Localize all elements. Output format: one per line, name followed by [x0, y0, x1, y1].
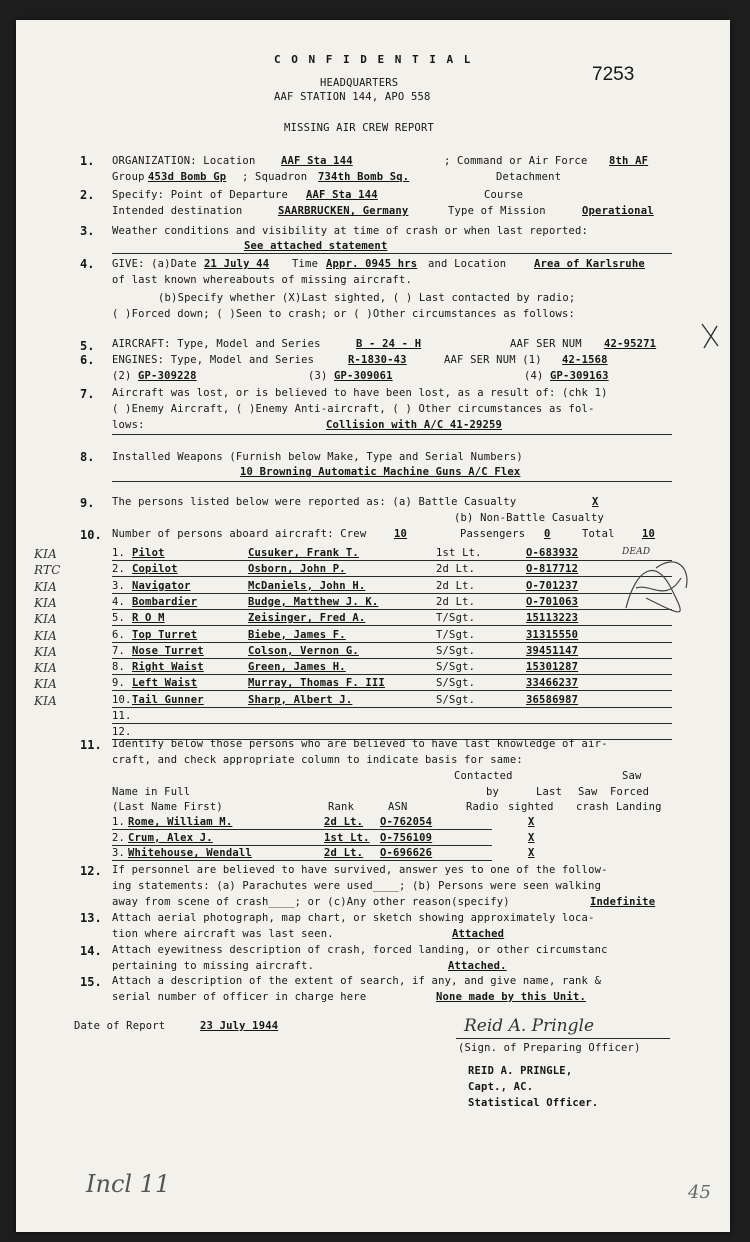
command-value: 8th AF [609, 155, 649, 167]
col-landing: Landing [616, 801, 662, 813]
crew-n: 9. [112, 677, 126, 690]
engine-3-label: (3) [308, 370, 328, 382]
location4-label: and Location [428, 258, 507, 270]
item13-line2: tion where aircraft was last seen. [112, 928, 334, 940]
item12-line1: If personnel are believed to have survived, answer yes to one of the follow- [112, 864, 608, 876]
crew-asn: O-683932 [526, 547, 579, 559]
crew-pos: Bombardier [132, 595, 198, 608]
crew-rank: S/Sgt. [436, 693, 476, 706]
squadron-value: 734th Bomb Sq. [318, 171, 410, 183]
aircraft-label: AIRCRAFT: Type, Model and Series [112, 338, 321, 350]
total-label: Total [582, 528, 615, 540]
status-mark: KIA [34, 612, 57, 627]
col-name1: Name in Full [112, 786, 191, 798]
crew-pos: Nose Turret [132, 644, 204, 657]
item-number: 11. [80, 738, 102, 752]
crew-name: Green, James H. [248, 661, 346, 674]
witness-mark: X [528, 816, 535, 828]
engine-1: 42-1568 [562, 354, 608, 366]
crew-name: Cusuker, Frank T. [248, 547, 359, 559]
rule [112, 593, 672, 594]
item-number: 9. [80, 496, 95, 510]
destination-label: Intended destination [112, 205, 243, 217]
crew-n: 4. [112, 595, 126, 608]
crew-asn: O-701063 [526, 595, 579, 608]
passengers-label: Passengers [460, 528, 526, 540]
item-number: 2. [80, 188, 95, 202]
item-number: 7. [80, 387, 95, 401]
rule [112, 674, 672, 675]
item-number: 3. [80, 224, 95, 238]
departure-value: AAF Sta 144 [306, 189, 378, 201]
confidential-heading: C O N F I D E N T I A L [274, 53, 473, 66]
page-mark: 45 [688, 1182, 711, 1203]
crew-note: DEAD [622, 547, 651, 557]
crew-asn: 31315550 [526, 628, 579, 641]
rule [112, 723, 672, 724]
handwritten-scribble-icon [616, 548, 696, 624]
crew-n: 2. [112, 563, 126, 576]
crew-n: 7. [112, 644, 126, 657]
col-crash: crash [576, 801, 609, 813]
crew-pos: Left Waist [132, 677, 198, 690]
crew-n: 10. [112, 693, 132, 706]
item15-line1: Attach a description of the extent of search, if any, and give name, rank & [112, 975, 602, 987]
col-contacted: Contacted [454, 770, 513, 782]
crew-rank: S/Sgt. [436, 644, 476, 657]
item-number: 10. [80, 528, 102, 542]
signature-line [456, 1038, 670, 1039]
item12-line2: ing statements: (a) Parachutes were used____; (b) Persons were seen walking [112, 880, 602, 892]
handwritten-incl: Incl 11 [86, 1170, 171, 1198]
crew-rank: T/Sgt. [436, 612, 476, 625]
aircraft-sn-label: AAF SER NUM [510, 338, 582, 350]
hq-line: HEADQUARTERS [320, 77, 399, 89]
crew-rank: 2d Lt. [436, 595, 476, 608]
crew-name: Biebe, James F. [248, 628, 346, 641]
crew-name: Murray, Thomas F. III [248, 677, 385, 690]
crew-pos: Top Turret [132, 628, 198, 641]
crew-name: Sharp, Albert J. [248, 693, 353, 706]
detachment-label: Detachment [496, 171, 562, 183]
aircraft-sn: 42-95271 [604, 338, 657, 350]
mission-label: Type of Mission [448, 205, 546, 217]
crew-n: 12. [112, 726, 132, 739]
witness-rank: 2d Lt. [324, 847, 364, 859]
witness-name: Whitehouse, Wendall [128, 847, 252, 859]
rule [112, 625, 672, 626]
status-mark: KIA [34, 644, 57, 659]
eyewitness-value: Attached. [448, 960, 507, 972]
item11-line2: craft, and check appropriate column to indicate basis for same: [112, 754, 523, 766]
status-mark: KIA [34, 595, 57, 610]
crew-asn: 39451147 [526, 644, 579, 657]
witness-n: 3. [112, 847, 126, 859]
location4-value: Area of Karlsruhe [534, 258, 645, 270]
crew-pos: Right Waist [132, 661, 204, 674]
item-number: 13. [80, 911, 102, 925]
crew-name: Zeisinger, Fred A. [248, 612, 366, 625]
station-line: AAF STATION 144, APO 558 [274, 91, 431, 103]
time-label: Time [292, 258, 319, 270]
date-value: 21 July 44 [204, 258, 270, 270]
rule [112, 609, 672, 610]
col-last: Last [536, 786, 563, 798]
col-rank: Rank [328, 801, 355, 813]
witness-asn: O-696626 [380, 847, 433, 859]
report-sheet [16, 20, 730, 1232]
weather-value: See attached statement [244, 240, 388, 252]
crew-n: 11. [112, 710, 132, 722]
engine-4: GP-309163 [550, 370, 609, 382]
crew-pos: R O M [132, 612, 165, 625]
witness-mark: X [528, 831, 535, 844]
rule [112, 860, 492, 861]
rule [112, 658, 672, 659]
witness-name: Crum, Alex J. [128, 831, 213, 844]
witness-rank: 2d Lt. [324, 816, 364, 828]
crew-n: 1. [112, 547, 126, 559]
rule [112, 845, 492, 846]
rule [112, 707, 672, 708]
witness-mark: X [528, 847, 535, 859]
item4-line3: (b)Specify whether (X)Last sighted, ( ) Last contacted by radio; [158, 292, 576, 304]
col-sighted: sighted [508, 801, 554, 813]
crew-n: 6. [112, 628, 126, 641]
col-forced: Forced [610, 786, 650, 798]
crew-asn: O-817712 [526, 563, 579, 576]
witness-name: Rome, William M. [128, 816, 233, 828]
total-count: 10 [642, 528, 656, 540]
status-mark: KIA [34, 628, 57, 643]
item14-line1: Attach eyewitness description of crash, forced landing, or other circumstanc [112, 944, 608, 956]
casualty-label: The persons listed below were reported as: (a) Battle Casualty [112, 496, 517, 508]
rule [112, 434, 672, 435]
officer-title: Statistical Officer. [468, 1097, 599, 1109]
item11-line1: Identify below those persons who are believed to have last knowledge of air- [112, 738, 608, 750]
witness-n: 2. [112, 831, 126, 844]
crew-rank: S/Sgt. [436, 661, 476, 674]
survival-value: Indefinite [590, 896, 656, 908]
col-radio: Radio [466, 801, 499, 813]
persons-label: Number of persons aboard aircraft: Crew [112, 528, 367, 540]
rule [112, 642, 672, 643]
crew-pos: Pilot [132, 547, 165, 559]
crew-n: 5. [112, 612, 126, 625]
photo-value: Attached [452, 928, 505, 940]
command-label: ; Command or Air Force [444, 155, 588, 167]
weapons-value: 10 Browning Automatic Machine Guns A/C Flex [240, 466, 521, 478]
officer-rank: Capt., AC. [468, 1081, 534, 1093]
item-number: 12. [80, 864, 102, 878]
crew-name: Budge, Matthew J. K. [248, 595, 379, 608]
course-label: Course [484, 189, 524, 201]
item4-line2: of last known whereabouts of missing aircraft. [112, 274, 412, 286]
status-mark: RTC [34, 563, 61, 578]
item14-line2: pertaining to missing aircraft. [112, 960, 315, 972]
crew-asn: 15113223 [526, 612, 579, 625]
squadron-label: ; Squadron [242, 171, 308, 183]
witness-rank: 1st Lt. [324, 831, 370, 844]
rule [112, 690, 672, 691]
item12-line3: away from scene of crash____; or (c)Any other reason(specify) [112, 896, 510, 908]
crew-asn: O-701237 [526, 579, 579, 592]
status-mark: KIA [34, 677, 57, 692]
col-by: by [486, 786, 500, 798]
crew-name: Colson, Vernon G. [248, 644, 359, 657]
crew-pos: Navigator [132, 579, 191, 592]
item-number: 5. [80, 339, 95, 353]
crew-asn: 36586987 [526, 693, 579, 706]
crew-pos: Copilot [132, 563, 178, 576]
engine-3: GP-309061 [334, 370, 393, 382]
crew-rank: S/Sgt. [436, 677, 476, 690]
col-saw2: Saw [622, 770, 642, 782]
crew-name: Osborn, John P. [248, 563, 346, 576]
col-name2: (Last Name First) [112, 801, 223, 813]
crew-rank: 2d Lt. [436, 563, 476, 576]
item13-line1: Attach aerial photograph, map chart, or sketch showing approximately loca- [112, 912, 595, 924]
destination-value: SAARBRUCKEN, Germany [278, 205, 409, 217]
crew-rank: T/Sgt. [436, 628, 476, 641]
officer-signature: Reid A. Pringle [464, 1016, 594, 1036]
status-mark: KIA [34, 579, 57, 594]
departure-label: Specify: Point of Departure [112, 189, 289, 201]
crew-pos: Tail Gunner [132, 693, 204, 706]
item4-line4: ( )Forced down; ( )Seen to crash; or ( )Other circumstances as follows: [112, 308, 576, 320]
item15-line2: serial number of officer in charge here [112, 991, 367, 1003]
group-label: Group [112, 171, 145, 183]
group-value: 453d Bomb Gp [148, 171, 227, 183]
search-value: None made by this Unit. [436, 991, 586, 1003]
status-mark: KIA [34, 547, 57, 561]
report-date-label: Date of Report [74, 1020, 166, 1032]
time-value: Appr. 0945 hrs [326, 258, 418, 270]
witness-asn: O-756109 [380, 831, 433, 844]
aircraft-model: B - 24 - H [356, 338, 422, 350]
crew-asn: 15301287 [526, 661, 579, 674]
crew-n: 8. [112, 661, 126, 674]
engine-sn-label: AAF SER NUM (1) [444, 354, 542, 366]
item-number: 8. [80, 450, 95, 464]
form-number: 7253 [592, 64, 635, 85]
engine-model: R-1830-43 [348, 354, 407, 366]
report-title: MISSING AIR CREW REPORT [284, 122, 434, 134]
report-date: 23 July 1944 [200, 1020, 279, 1032]
item-number: 14. [80, 944, 102, 958]
mission-value: Operational [582, 205, 654, 217]
witness-asn: O-762054 [380, 816, 433, 828]
cause-value: Collision with A/C 41-29259 [326, 419, 503, 431]
organization-label: ORGANIZATION: Location [112, 155, 256, 167]
item7-line1: Aircraft was lost, or is believed to have been lost, as a result of: (chk 1) [112, 387, 608, 399]
item7-line2: ( )Enemy Aircraft, ( )Enemy Anti-aircraft, ( ) Other circumstances as fol- [112, 403, 595, 415]
item-number: 15. [80, 975, 102, 989]
item7-line3: lows: [112, 419, 145, 431]
crew-asn: 33466237 [526, 677, 579, 690]
passengers-count: 0 [544, 528, 551, 540]
crew-name: McDaniels, John H. [248, 579, 366, 592]
crew-rank: 2d Lt. [436, 579, 476, 592]
rule [112, 560, 672, 561]
witness-n: 1. [112, 816, 126, 828]
location-value: AAF Sta 144 [281, 155, 353, 167]
signature-caption: (Sign. of Preparing Officer) [458, 1042, 641, 1054]
engine-4-label: (4) [524, 370, 544, 382]
col-asn: ASN [388, 801, 408, 813]
weapons-label: Installed Weapons (Furnish below Make, Type and Serial Numbers) [112, 451, 523, 463]
col-saw: Saw [578, 786, 598, 798]
item-number: 6. [80, 353, 95, 367]
weather-label: Weather conditions and visibility at time of crash or when last reported: [112, 225, 589, 237]
crew-rank: 1st Lt. [436, 547, 482, 559]
non-battle-label: (b) Non-Battle Casualty [454, 512, 604, 524]
crew-count: 10 [394, 528, 408, 540]
rule [112, 576, 672, 577]
rule [112, 481, 672, 482]
check-mark-icon [700, 320, 722, 352]
item-number: 1. [80, 154, 95, 168]
battle-casualty-mark: X [592, 496, 599, 508]
status-mark: KIA [34, 661, 57, 676]
engines-label: ENGINES: Type, Model and Series [112, 354, 315, 366]
engine-2: GP-309228 [138, 370, 197, 382]
crew-n: 3. [112, 579, 126, 592]
date-label: GIVE: (a)Date [112, 258, 197, 270]
officer-name: REID A. PRINGLE, [468, 1065, 573, 1077]
rule [112, 253, 672, 254]
status-mark: KIA [34, 693, 57, 708]
item-number: 4. [80, 257, 95, 271]
engine-2-label: (2) [112, 370, 132, 382]
rule [112, 829, 492, 830]
